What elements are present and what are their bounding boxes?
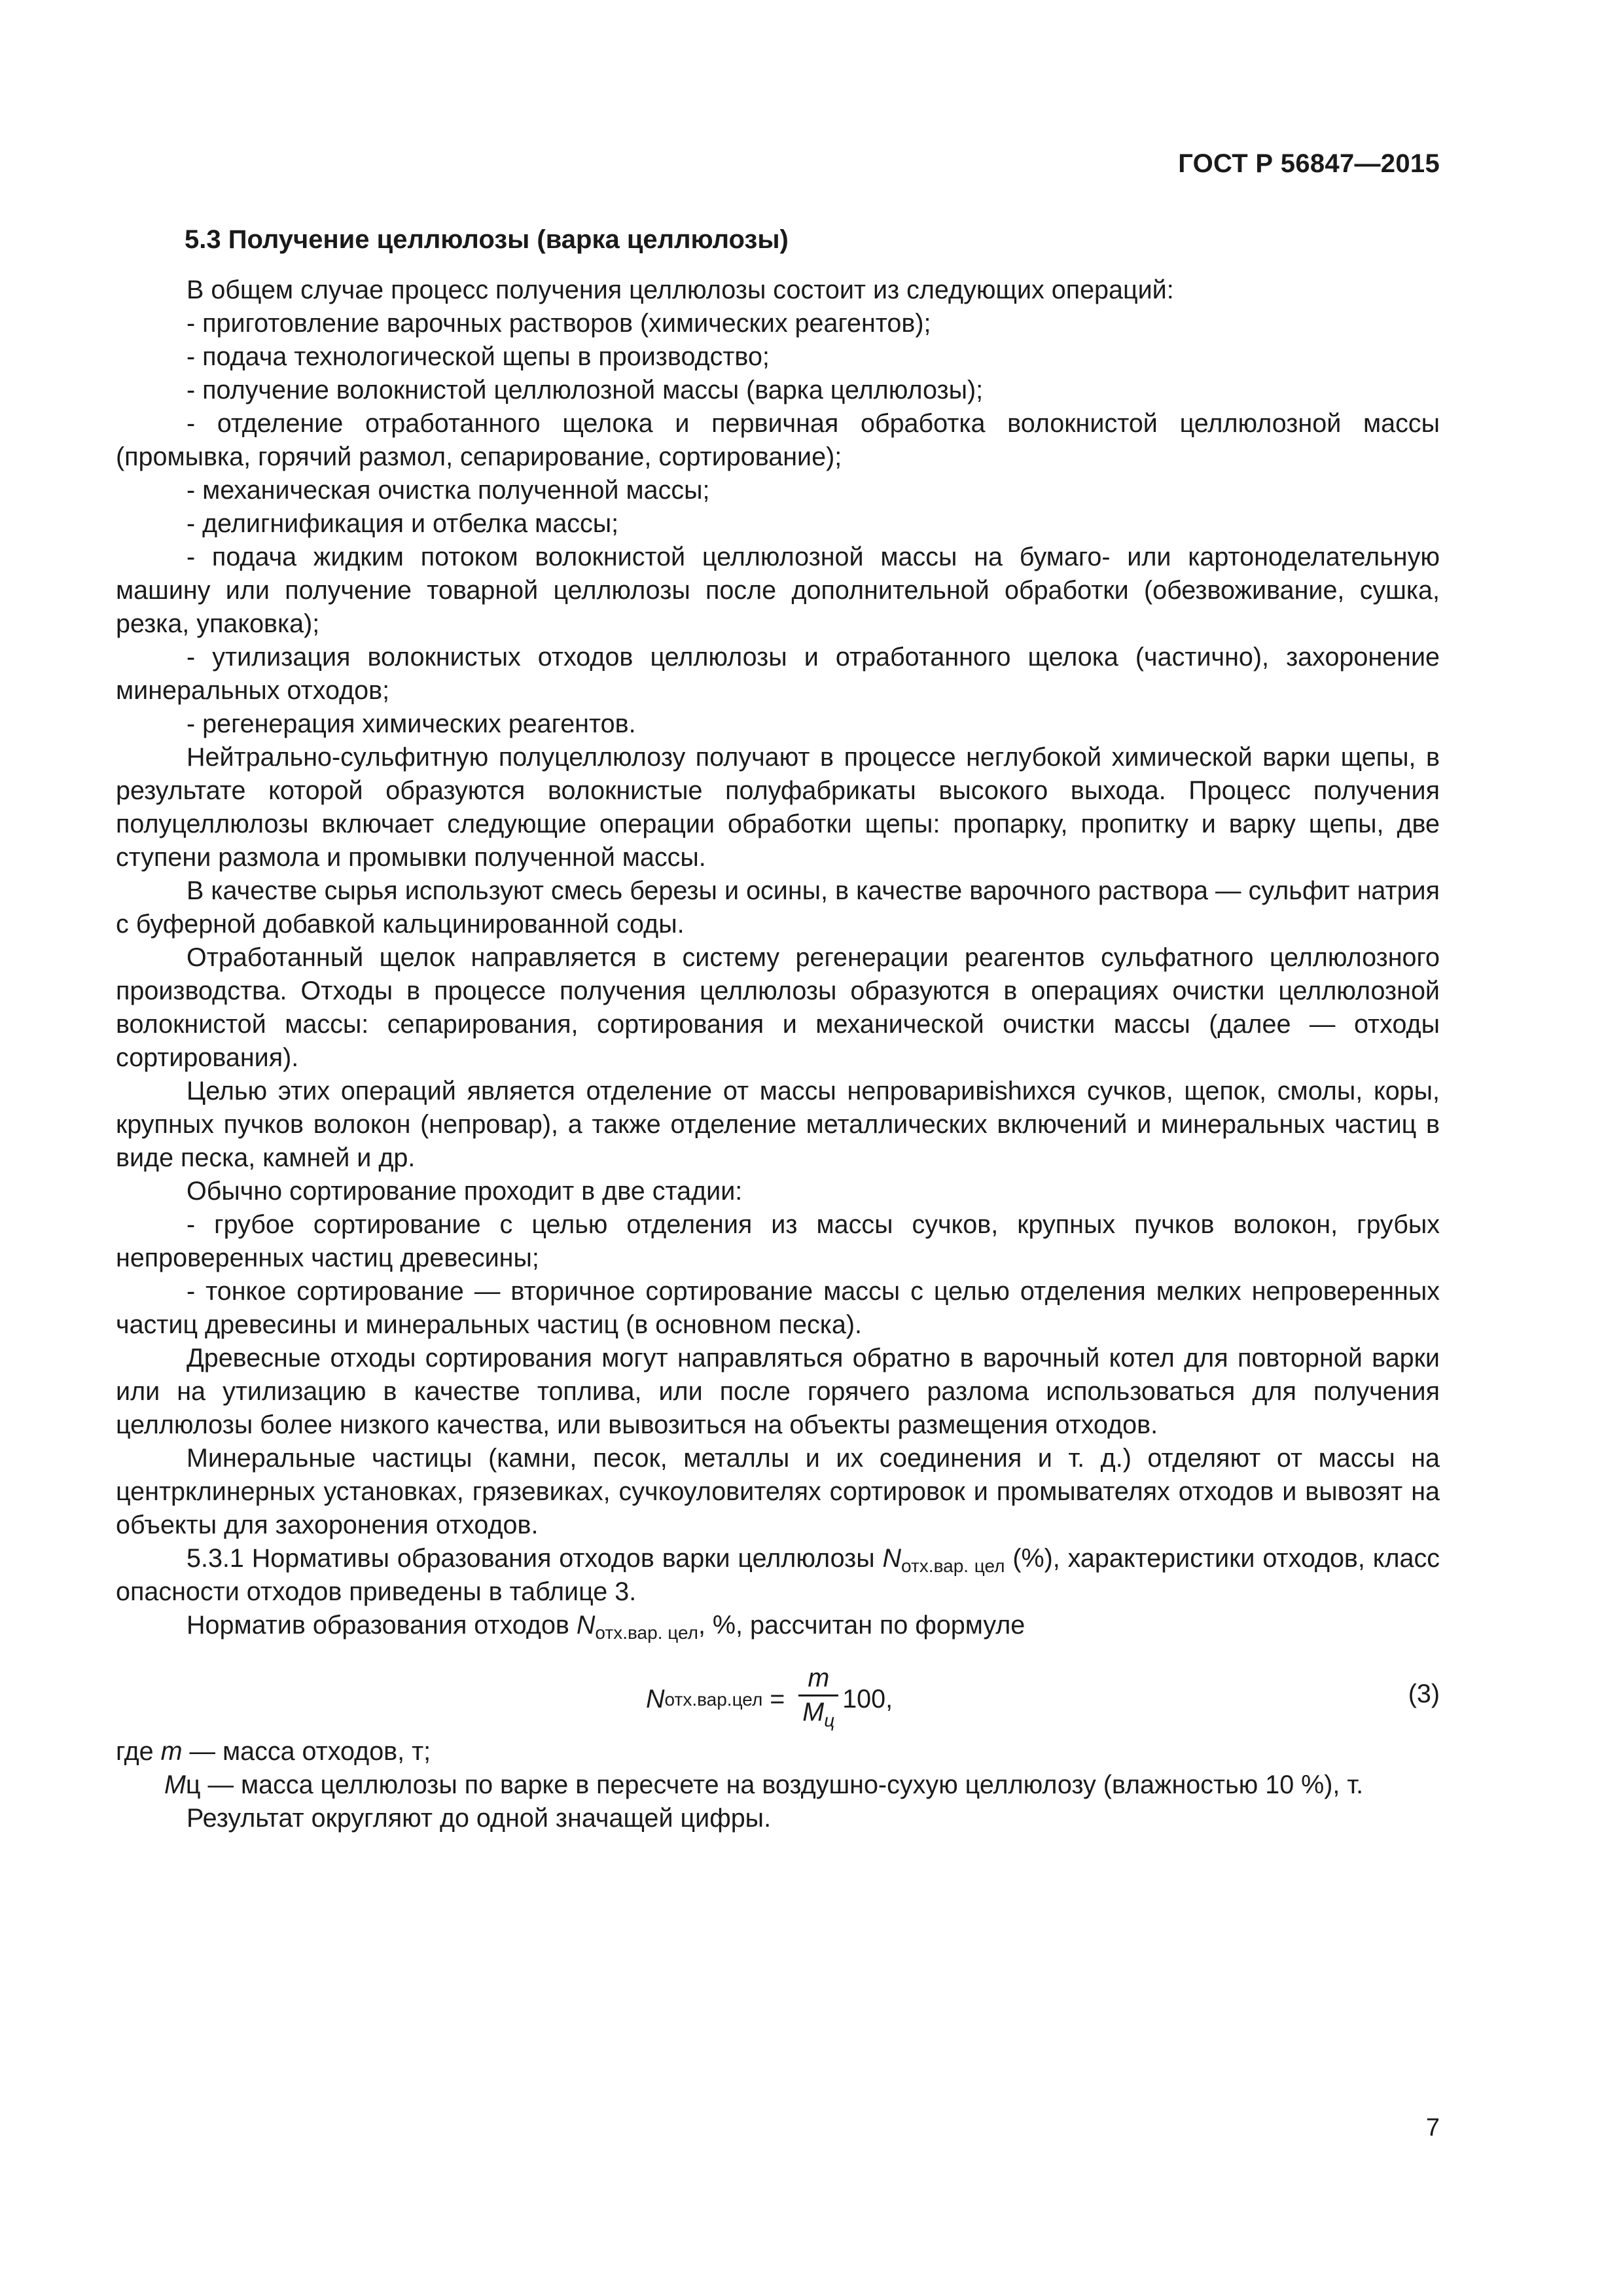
waste-norm-symbol: N <box>882 1544 902 1573</box>
list-item: - делигнификация и отбелка массы; <box>187 509 619 538</box>
section-title: 5.3 Получение целлюлозы (варка целлюлозы) <box>185 225 789 254</box>
paragraph: Обычно сортирование проходит в две стадии: <box>187 1177 743 1206</box>
list-item: - подача жидким потоком волокнистой целлюлозной массы на бумаго- или картоноделательную машину или получение товарной целлюлозы после дополнительной обработки (обезвоживание, сушка, резка, упаковка); <box>116 543 1440 638</box>
formula-lhs-symbol: N <box>646 1685 665 1714</box>
waste-norm-subscript: отх.вар. цел <box>595 1623 698 1643</box>
list-item: - получение волокнистой целлюлозной массы (варка целлюлозы); <box>187 376 984 404</box>
paragraph: Целью этих операций является отделение от массы непроваривishихся сучков, щепок, смолы, коры, крупных пучков волокон (непровар), а также отделение металлических включений и минеральных частиц в виде песка, камней и др. <box>116 1077 1440 1172</box>
list-item: - подача технологической щепы в производство; <box>187 342 770 371</box>
list-item: - приготовление варочных растворов (химических реагентов); <box>187 309 931 338</box>
clause-5-3-1: 5.3.1 Нормативы образования отходов варки целлюлозы $N_{отх.вар. цел}$ (%), характеристики отходов, класс опасности отходов приведены в таблице 3. <box>116 1544 1440 1606</box>
formula-factor: 100, <box>842 1685 893 1714</box>
formula: N отх.вар.цел = $\frac{m}{M_ц}$ 100, <box>646 1664 893 1735</box>
where-m: где m — масса отходов, т; <box>116 1737 431 1766</box>
standard-code: ГОСТ Р 56847—2015 <box>1178 149 1440 178</box>
list-item: - регенерация химических реагентов. <box>187 709 636 738</box>
paragraph: Отработанный щелок направляется в систему регенерации реагентов сульфатного целлюлозного производства. Отходы в процессе получения целлюлозы образуются в операциях очистки целлюлозной волокнистой массы: сепарирования, сортирования и механической очистки массы (далее — отходы сортирования). <box>116 943 1440 1072</box>
paragraph: Древесные отходы сортирования могут направляться обратно в варочный котел для повторной варки или на утилизацию в качестве топлива, или после горячего разлома использоваться для получения целлюлозы более низкого качества, или вывозиться на объекты размещения отходов. <box>116 1344 1440 1439</box>
page-number: 7 <box>1425 2114 1440 2142</box>
formula-number: (3) <box>1408 1679 1440 1708</box>
waste-norm-symbol: N <box>576 1611 596 1640</box>
paragraph: В общем случае процесс получения целлюлозы состоит из следующих операций: <box>187 276 1174 304</box>
list-item: - утилизация волокнистых отходов целлюлозы и отработанного щелока (частично), захоронение минеральных отходов; <box>116 643 1440 705</box>
formula-fraction <box>798 1664 838 1735</box>
formula-block <box>116 1655 1440 1735</box>
formula-denominator: $M_ц$ <box>802 1698 835 1731</box>
where-mc: Mц — масса целлюлозы по варке в пересчете на воздушно-сухую целлюлозу (влажностью 10 %), т. <box>164 1770 1364 1799</box>
waste-norm-subscript: отх.вар. цел <box>901 1556 1005 1576</box>
list-item: - грубое сортирование с целью отделения из массы сучков, крупных пучков волокон, грубых непроверенных частиц древесины; <box>116 1210 1440 1272</box>
norm-line: Норматив образования отходов $N_{отх.вар. цел}$, %, рассчитан по формуле <box>187 1611 1026 1643</box>
list-item: - механическая очистка полученной массы; <box>187 476 710 505</box>
formula-numerator: m <box>798 1664 838 1696</box>
formula-equals: = <box>762 1685 793 1714</box>
rounding-note: Результат округляют до одной значащей цифры. <box>187 1804 772 1833</box>
body-text <box>116 274 1440 1835</box>
paragraph: Нейтрально-сульфитную полуцеллюлозу получают в процессе неглубокой химической варки щепы, в результате которой образуются волокнистые полуфабрикаты высокого выхода. Процесс получения полуцеллюлозы включает следующие операции обработки щепы: пропарку, пропитку и варку щепы, две ступени размола и промывки полученной массы. <box>116 743 1440 872</box>
paragraph: В качестве сырья используют смесь березы и осины, в качестве варочного раствора — сульфит натрия с буферной добавкой кальцинированной соды. <box>116 876 1440 939</box>
paragraph: Минеральные частицы (камни, песок, металлы и их соединения и т. д.) отделяют от массы на центрклинерных установках, грязевиках, сучкоуловителях сортировок и промывателях отходов и вывозят на объекты для захоронения отходов. <box>116 1444 1440 1539</box>
list-item: - тонкое сортирование — вторичное сортирование массы с целью отделения мелких непроверенных частиц древесины и минеральных частиц (в основном песка). <box>116 1277 1440 1339</box>
list-item: - отделение отработанного щелока и первичная обработка волокнистой целлюлозной массы (промывка, горячий размол, сепарирование, сортирование); <box>116 409 1440 471</box>
